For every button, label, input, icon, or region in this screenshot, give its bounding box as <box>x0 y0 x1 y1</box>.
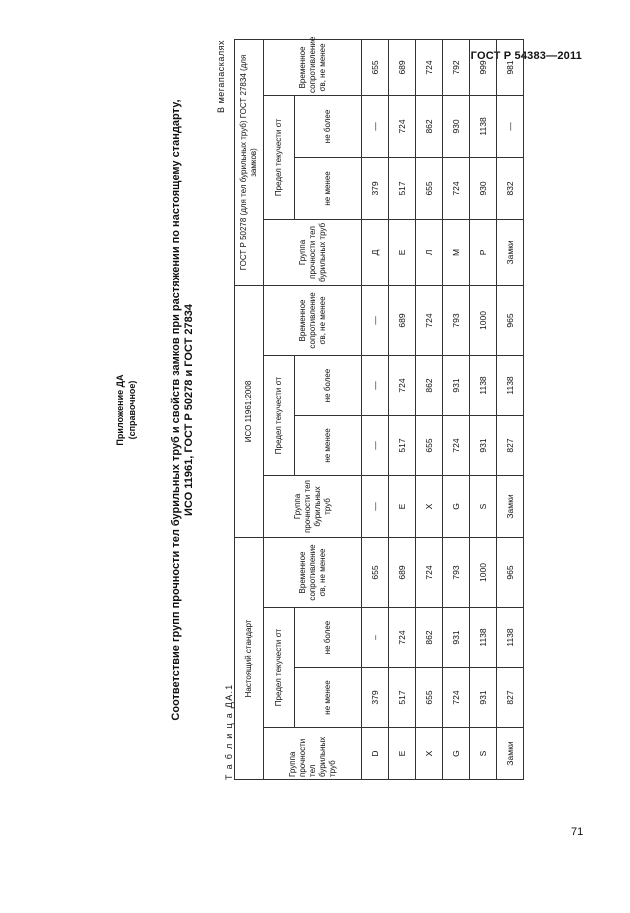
table-cell: 931 <box>443 355 470 415</box>
table-cell: 689 <box>389 537 416 607</box>
table-cell: – <box>362 608 389 668</box>
appendix-subtitle: (справочное) <box>127 380 137 440</box>
col-max-gost: не более <box>295 95 362 157</box>
table-cell: 832 <box>497 157 524 219</box>
col-yield-this: Предел текучести σт <box>264 608 295 728</box>
col-yield-iso: Предел текучести σт <box>264 355 295 475</box>
table-cell: — <box>362 285 389 355</box>
table-cell: Замки <box>497 728 524 780</box>
table-cell: 689 <box>389 39 416 95</box>
col-max-iso: не более <box>295 355 362 415</box>
table-cell: 724 <box>389 95 416 157</box>
table-cell: 724 <box>443 157 470 219</box>
table-title <box>170 40 196 780</box>
col-tensile-iso: Временное сопротивление σв, не менее <box>264 285 362 355</box>
group-header-gost: ГОСТ Р 50278 (для тел бурильных труб) ГОСТ 27834 (для замков) <box>235 39 264 285</box>
group-header-this-standard: Настоящий стандарт <box>235 537 264 779</box>
rotated-content <box>114 36 582 780</box>
table-cell: 793 <box>443 537 470 607</box>
table-cell: G <box>443 475 470 537</box>
table-cell: E <box>389 728 416 780</box>
table-cell: 793 <box>443 285 470 355</box>
table-cell: 655 <box>362 39 389 95</box>
table-cell: 1138 <box>470 608 497 668</box>
table-cell: Л <box>416 219 443 285</box>
table-cell: 724 <box>416 285 443 355</box>
col-tensile-this: Временное сопротивление σв, не менее <box>264 537 362 607</box>
table-cell: D <box>362 728 389 780</box>
table-cell: Е <box>389 219 416 285</box>
table-cell: 1138 <box>470 355 497 415</box>
table-cell: — <box>362 95 389 157</box>
table-cell: 517 <box>389 157 416 219</box>
table-cell: М <box>443 219 470 285</box>
table-cell: 517 <box>389 668 416 728</box>
table-cell: 724 <box>416 537 443 607</box>
table-cell: 827 <box>497 415 524 475</box>
table-cell: 827 <box>497 668 524 728</box>
table-cell: 689 <box>389 285 416 355</box>
table-cell: — <box>497 95 524 157</box>
table-row <box>362 39 389 779</box>
table-cell: — <box>362 355 389 415</box>
table-cell: G <box>443 728 470 780</box>
table-cell: 930 <box>443 95 470 157</box>
col-min-this: не менее <box>295 668 362 728</box>
title-line-2: ИСО 11961, ГОСТ Р 50278 и ГОСТ 27834 <box>183 304 195 516</box>
appendix-heading <box>114 40 138 780</box>
table-row <box>416 39 443 779</box>
appendix-title: Приложение ДА <box>115 374 125 446</box>
table-cell: X <box>416 475 443 537</box>
table-cell: 724 <box>389 608 416 668</box>
table-cell: Замки <box>497 475 524 537</box>
table-cell: 655 <box>416 668 443 728</box>
table-cell: E <box>389 475 416 537</box>
table-cell: 862 <box>416 95 443 157</box>
col-min-iso: не менее <box>295 415 362 475</box>
table-row <box>497 39 524 779</box>
group-header-iso: ИСО 11961:2008 <box>235 285 264 537</box>
col-group-this: Группа прочности тел бурильных труб <box>264 728 362 780</box>
table-row <box>470 39 497 779</box>
table-cell: 1000 <box>470 537 497 607</box>
title-line-1: Соответствие групп прочности тел бурильных труб и свойств замков при растяжении по настоящему стандарту, <box>170 99 182 721</box>
page-number: 71 <box>571 826 584 838</box>
table-cell: 999 <box>470 39 497 95</box>
table-cell: X <box>416 728 443 780</box>
table-cell: 655 <box>416 415 443 475</box>
table-row <box>389 39 416 779</box>
table-cell: — <box>362 415 389 475</box>
table-cell: 724 <box>443 415 470 475</box>
table-cell: 517 <box>389 415 416 475</box>
table-cell: 965 <box>497 537 524 607</box>
table-cell: 724 <box>416 39 443 95</box>
table-cell: 655 <box>362 537 389 607</box>
table-cell: 1138 <box>497 608 524 668</box>
units-label: В мегапаскалях <box>216 40 226 113</box>
table-cell: 379 <box>362 157 389 219</box>
table-cell: Замки <box>497 219 524 285</box>
table-cell: 931 <box>443 608 470 668</box>
table-cell: 1138 <box>470 95 497 157</box>
table-cell: 655 <box>416 157 443 219</box>
table-cell: Д <box>362 219 389 285</box>
table-cell: 931 <box>470 668 497 728</box>
table-cell: S <box>470 728 497 780</box>
col-min-gost: не менее <box>295 157 362 219</box>
standard-header: ГОСТ Р 54383—2011 <box>470 50 582 62</box>
col-group-iso: Группа прочности тел бурильных труб <box>264 475 362 537</box>
col-group-gost: Группа прочности тел бурильных труб <box>264 219 362 285</box>
table-cell: 862 <box>416 608 443 668</box>
col-max-this: не более <box>295 608 362 668</box>
table-cell: 931 <box>470 415 497 475</box>
col-yield-gost: Предел текучести σт <box>264 95 295 219</box>
table-label: Т а б л и ц а ДА.1 <box>224 683 234 780</box>
table-cell: Р <box>470 219 497 285</box>
table-cell: 1000 <box>470 285 497 355</box>
correspondence-table <box>234 36 524 780</box>
table-cell: 792 <box>443 39 470 95</box>
table-cell: 1138 <box>497 355 524 415</box>
col-tensile-gost: Временное сопротивление σв, не менее <box>264 39 362 95</box>
table-cell: 965 <box>497 285 524 355</box>
table-cell: 981 <box>497 39 524 95</box>
table-cell: — <box>362 475 389 537</box>
table-cell: 724 <box>443 668 470 728</box>
table-cell: 862 <box>416 355 443 415</box>
table-cell: S <box>470 475 497 537</box>
table-cell: 724 <box>389 355 416 415</box>
table-cell: 379 <box>362 668 389 728</box>
table-cell: 930 <box>470 157 497 219</box>
table-row <box>443 39 470 779</box>
